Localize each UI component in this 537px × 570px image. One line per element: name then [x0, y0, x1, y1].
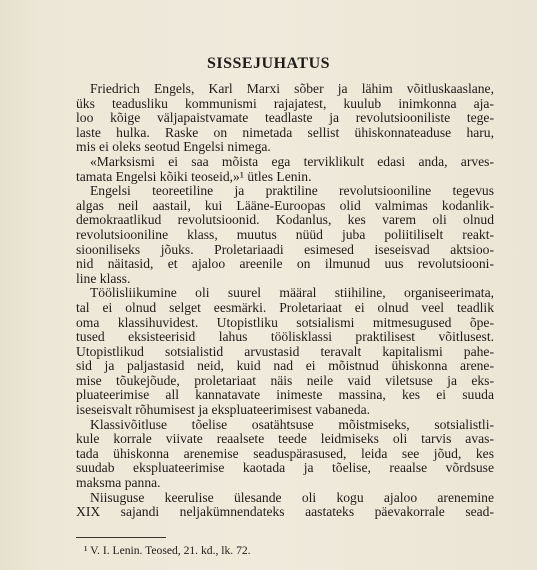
text-line: Engelsi teoreetiline ja praktiline revolutsiooniline tegevus — [90, 183, 494, 199]
paragraph-4 — [76, 286, 494, 417]
text-line: Friedrich Engels, Karl Marxi sõber ja lähim võitluskaaslane, — [90, 81, 494, 96]
text-line: Niisuguse keerulise ülesande oli kogu ajaloo arenemine — [90, 489, 494, 505]
text-line: kule korrale viivate reaalsete teede leidmiseks oli tarvis avas- — [76, 431, 494, 447]
body-text — [76, 82, 494, 520]
text-line: XIX sajandi neljakümnendateks aastateks päevakorrale sead- — [76, 504, 494, 520]
footnote: ¹ V. I. Lenin. Teosed, 21. kd., lk. 72. — [84, 544, 251, 557]
text-line: mise tõukejõude, proletariaat näis neile vaid viletsuse ja eks- — [76, 372, 494, 388]
paragraph-3 — [76, 184, 494, 286]
text-line: tada ühiskonna arenemise seaduspärasused, leida see jõud, kes — [76, 445, 494, 461]
paragraph-5 — [76, 418, 494, 491]
text-line: Töölisliikumine oli suurel määral stiihiline, organiseerimata, — [90, 285, 494, 301]
text-line: nid näitasid, et ajaloo areenile on ilmunud uus revolutsiooni- — [76, 256, 494, 272]
text-line: revolutsiooniline klass, muutus nüüd juba poliitiliselt reakt- — [76, 226, 494, 242]
text-line: pluateerimise all kannatavate inimeste massina, kes ei suuda — [76, 387, 494, 403]
text-line: üks teadusliku kommunismi rajajatest, kuulub inimkonna aja- — [76, 95, 494, 111]
paragraph-1 — [76, 82, 494, 155]
text-line: suudab ekspluateerimise kaotada ja tõelise, reaalse võrdsuse — [76, 460, 494, 476]
text-line: tal ei olnud selget eesmärki. Proletariaat ei olnud veel teadlik — [76, 299, 494, 315]
text-line: maksma panna. — [76, 475, 161, 491]
footnote-separator — [76, 537, 166, 538]
text-line: tused eksisteerisid lahus töölisklassi praktilisest võitlusest. — [76, 329, 494, 345]
text-line: line klass. — [76, 270, 131, 286]
text-line: oma klassihuvidest. Utopistliku sotsialismi mitmesugused õpe- — [76, 314, 494, 330]
text-line: sid ja paljastasid neid, kuid nad ei mõistnud ühiskonna arene- — [76, 358, 494, 374]
chapter-title: SISSEJUHATUS — [206, 55, 331, 72]
text-line: algas neil aastail, kui Lääne-Euroopas olid valmimas kodanlik- — [76, 197, 494, 213]
text-line: loo kõige väljapaistvamate teadlaste ja revolutsiooniliste tege- — [76, 110, 494, 126]
text-line: iseseisvalt rõhumisest ja ekspluateerimisest vabaneda. — [76, 402, 371, 418]
text-line: laste hulka. Raske on nimetada sellist ühiskonnateaduse haru, — [76, 124, 494, 140]
text-line: Utopistlikud sotsialistid arvustasid teravalt kapitalismi pahe- — [76, 343, 494, 359]
text-line: demokraatlikud revolutsioonid. Kodanlus, kes varem oli olnud — [76, 212, 494, 228]
text-line: tamata Engelsi kõiki teoseid,»¹ ütles Lenin. — [76, 168, 312, 184]
text-line: Klassivõitluse tõelise osatähtsuse mõistmiseks, sotsialistli- — [90, 416, 494, 432]
text-line: mis ei oleks seotud Engelsi nimega. — [76, 139, 271, 155]
text-line: siooniliseks jõuks. Proletariaadi esimesed iseseisvad aktsioo- — [76, 241, 494, 257]
paragraph-2 — [76, 155, 494, 184]
text-line: «Marksismi ei saa mõista ega terviklikult edasi anda, arves- — [90, 153, 494, 169]
paragraph-6 — [76, 491, 494, 520]
